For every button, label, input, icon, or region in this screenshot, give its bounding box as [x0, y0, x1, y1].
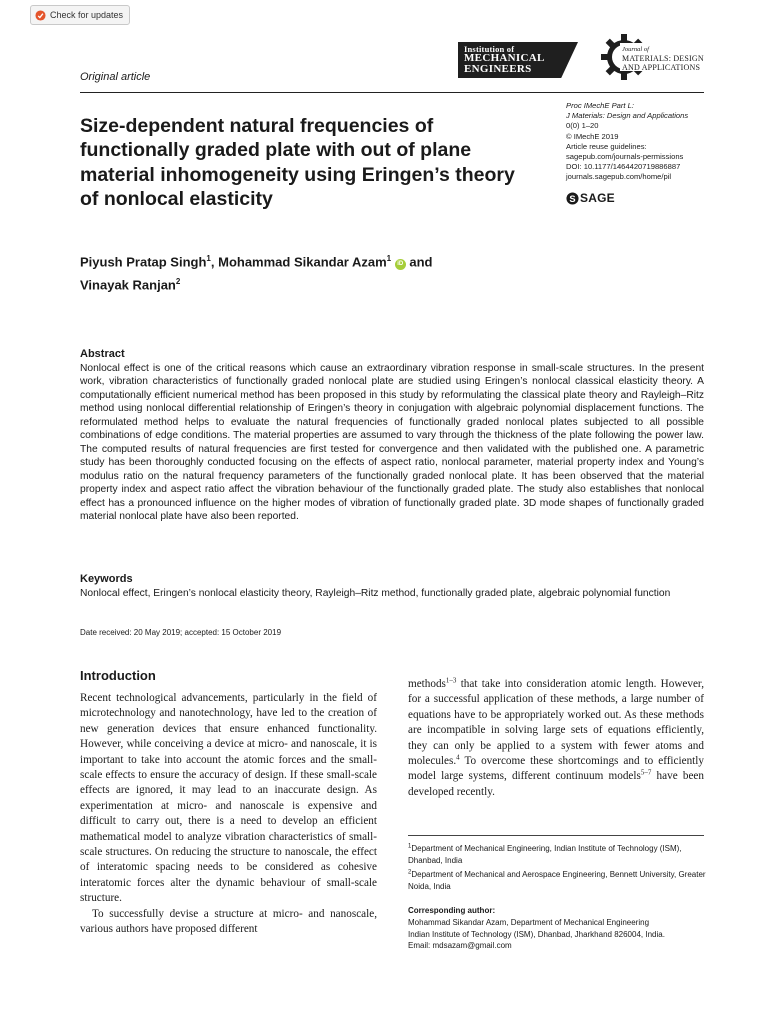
affiliation-marker: 1: [386, 254, 392, 263]
text-run: methods: [408, 678, 446, 690]
journal-logo-line3: AND APPLICATIONS: [622, 63, 701, 72]
journal-home-link[interactable]: journals.sagepub.com/home/pil: [566, 172, 672, 182]
text-run: have been developed recently.: [408, 770, 704, 798]
sage-logo: [566, 191, 615, 205]
journal-logo: [600, 33, 710, 85]
header-divider: [80, 92, 704, 93]
svg-text:S: S: [569, 193, 576, 204]
doi-link[interactable]: DOI: 10.1177/1464420719886887: [566, 162, 681, 172]
introduction-heading: Introduction: [80, 668, 156, 683]
date-received: Date received: 20 May 2019; accepted: 15 October 2019: [80, 628, 282, 637]
affiliation-marker: 1: [206, 254, 211, 263]
paragraph: Recent technological advancements, particularly in the field of microtechnology and nanotechnology, have led to the creation of new generation devices that ensure enhanced functionality. However, while conceiving a device at micro- and nanoscale, it is important to take into account the atomic forces and the small-scale effects to ensure the accuracy of design. If these small-scale effects are ignored, it may lead to an inaccurate design. As experimentation at micro- and nanoscale is expensive and difficult to carry out, there is a need to develop an efficient mathematical model to analyze vibration characteristics of small-scale structures. On reducing the structure to nanoscale, the effect of interatomic spacing needs to be considered as cohesive interatomic forces alter the dynamic behaviour of small-scale structure.: [80, 692, 377, 905]
affiliation-text: Department of Mechanical Engineering, Indian Institute of Technology (ISM), Dhanbad, India: [408, 844, 682, 865]
abstract-heading: Abstract: [80, 348, 125, 360]
introduction-right-column: [408, 677, 704, 800]
citation-link[interactable]: 4: [456, 753, 460, 762]
citation-link[interactable]: 1–3: [445, 676, 457, 685]
keywords-heading: Keywords: [80, 573, 133, 585]
affiliation-marker: 2: [175, 277, 181, 287]
journal-logo-line1: Journal of: [622, 46, 649, 53]
journal-info: [566, 101, 688, 183]
journal-info-line: 0(0) 1–20: [566, 121, 599, 131]
publisher-logo-line3: ENGINEERS: [464, 63, 532, 75]
paragraph: To successfully devise a structure at micro- and nanoscale, various authors have proposed different: [80, 907, 377, 936]
author-name[interactable]: Vinayak Ranjan: [80, 277, 176, 293]
corresponding-line: Mohammad Sikandar Azam, Department of Mechanical Engineering: [408, 918, 650, 927]
corresponding-author-heading: Corresponding author:: [408, 906, 496, 915]
footnote-divider: [408, 835, 704, 836]
corresponding-author-details: [408, 917, 708, 952]
check-for-updates-label: Check for updates: [50, 10, 124, 20]
author-name[interactable]: Mohammad Sikandar Azam: [218, 254, 387, 270]
affiliations: [408, 843, 708, 895]
keywords-text: Nonlocal effect, Eringen’s nonlocal elasticity theory, Rayleigh–Ritz method, functionally graded plate, algebraic polynomial function: [80, 588, 671, 599]
sage-s-icon: [566, 192, 579, 205]
publisher-logo-line1: Institution of: [464, 44, 515, 54]
journal-logo-line2: MATERIALS: DESIGN: [622, 54, 704, 63]
publisher-logo-line2: MECHANICAL: [464, 52, 545, 64]
abstract-text: Nonlocal effect is one of the critical reasons which cause an extraordinary vibration response in small-scale structures. In the present work, vibration characteristics of functionally graded nonlocal plate are studied using Eringen’s nonlocal classical elasticity theory. A computationally efficient numerical method has been proposed in this study by reformulating the classical plate theory and Rayleigh–Ritz method using nonlocal differential relationship of Eringen’s theory in conjugation with algebraic polynomial displacement functions. The reformulated method helps to evaluate the natural frequencies of functionally graded nonlocal plates subjected to all possible combinations of edge conditions. The material properties are assumed to vary through the thickness of the plate following the power law. The computed results of natural frequencies are first tested for convergence and then validated with the published one. A parametric study has been thoroughly conducted focusing on the effects of aspect ratio, nonlocal parameter, material property index and Young’s modulus ratio on the natural frequency parameters of the functionally graded nonlocal plate. It has been observed that the material property index and aspect ratio affect the vibration behaviour of the functionally graded plate. The study also establishes that nonlocal effect has a pronounced influence on the higher modes of vibration of functionally graded plate. 3D mode shapes of functionally graded material nonlocal plate have also been reported.: [80, 363, 704, 522]
text-run: that take into consideration atomic length. However, for a successful application of these methods, a large number of equations have to be appropriately worked out. As these methods are incompatible in solving large sets of equations efficiently, they can only be applied to a system with fewer atoms and molecules.: [408, 678, 704, 768]
journal-info-line: Proc IMechE Part L:: [566, 101, 634, 110]
journal-info-line: Article reuse guidelines:: [566, 141, 647, 151]
text-run: To overcome these shortcomings and to efficiently model large systems, different continuum models: [408, 755, 704, 783]
journal-info-line: J Materials: Design and Applications: [566, 111, 689, 121]
corresponding-email[interactable]: Email: mdsazam@gmail.com: [408, 941, 512, 951]
article-type: Original article: [80, 71, 151, 83]
citation-link[interactable]: 5–7: [640, 768, 652, 777]
check-for-updates-button[interactable]: [30, 5, 130, 25]
author-name[interactable]: Piyush Pratap Singh: [80, 254, 207, 270]
affiliation-marker: 1: [408, 843, 412, 850]
permissions-link[interactable]: sagepub.com/journals-permissions: [566, 152, 684, 162]
introduction-left-column: [80, 691, 377, 938]
affiliation-text: Department of Mechanical and Aerospace Engineering, Bennett University, Greater Noida, India: [408, 870, 706, 891]
sage-label: SAGE: [580, 191, 615, 205]
orcid-icon[interactable]: iD: [395, 259, 406, 270]
corresponding-line: Indian Institute of Technology (ISM), Dhanbad, Jharkhand 826004, India.: [408, 929, 665, 939]
author-conjunction: and: [409, 254, 433, 270]
affiliation-marker: 2: [408, 869, 412, 876]
journal-info-line: © IMechE 2019: [566, 131, 619, 141]
article-title: Size-dependent natural frequencies of functionally graded plate with out of plane material inhomogeneity using Eringen’s theory of nonlocal elasticity: [80, 115, 515, 210]
imeche-logo: [458, 42, 600, 82]
author-list: Piyush Pratap Singh$^1$, Mohammad Sikandar Azam$^1$ iD and Vinayak Ranjan$^2$: [80, 254, 433, 293]
update-icon: [35, 10, 46, 21]
